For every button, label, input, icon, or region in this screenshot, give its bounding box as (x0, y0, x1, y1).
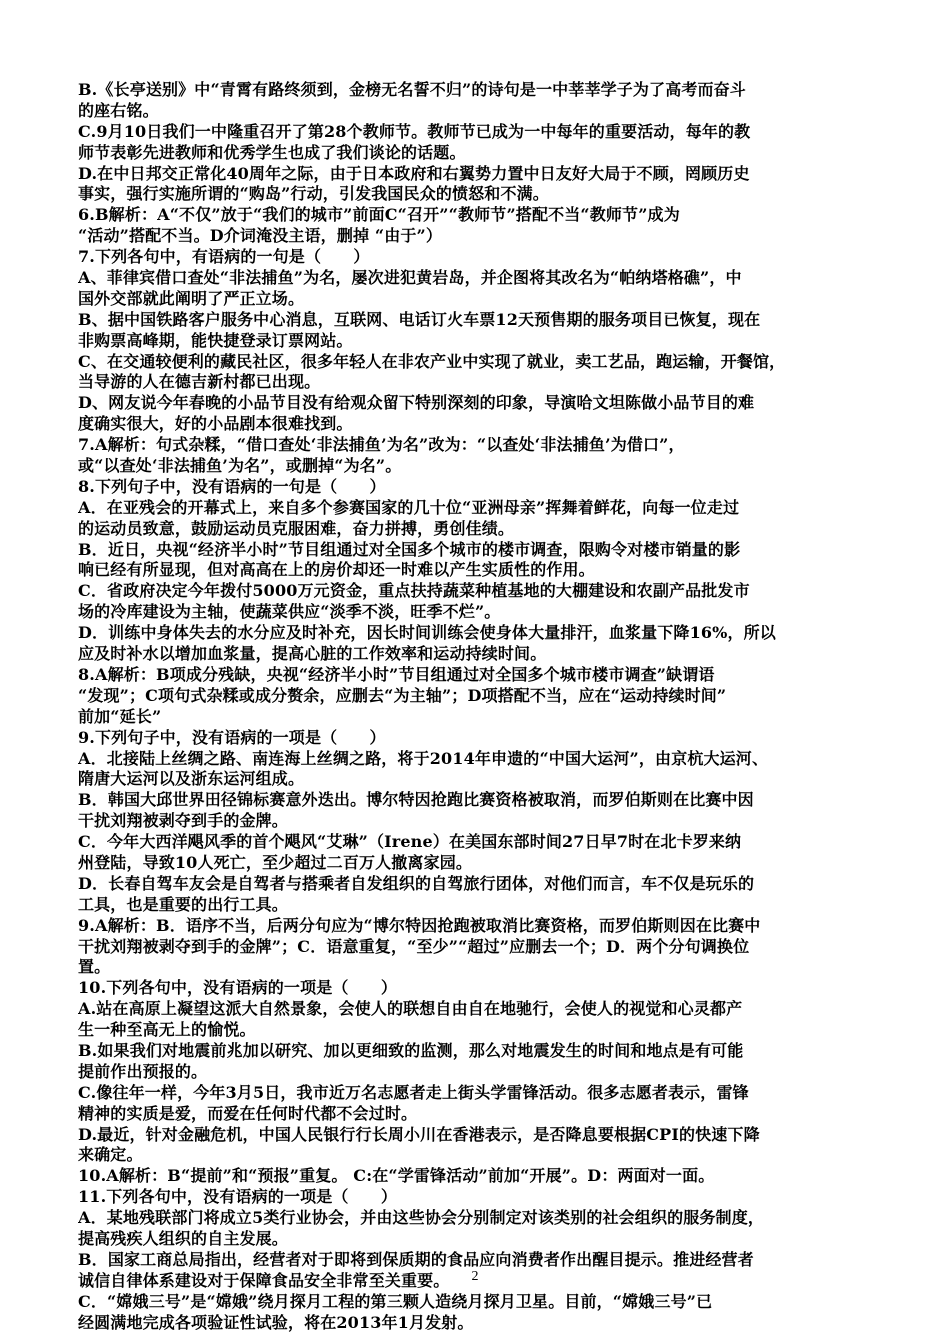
text-line: 事实，强行实施所谓的“购岛”行动，引发我国民众的愤怒和不满。 (78, 184, 549, 204)
text-line: 的运动员致意，鼓励运动员克服困难，奋力拼搏，勇创佳绩。 (78, 518, 515, 538)
text-line: 9.A解析：B．语序不当，后两分句应为“博尔特因抢跑被取消比赛资格，而罗伯斯则因在比赛中 (78, 915, 761, 935)
text-line: 州登陆，导致10人死亡，至少超过二百万人撤离家园。 (78, 852, 473, 872)
text-line: 非购票高峰期，能快捷登录订票网站。 (78, 330, 353, 350)
text-line: 来确定。 (78, 1145, 143, 1165)
text-line: “活动”搭配不当。D介词淹没主语，删掉 “由于”） (78, 226, 443, 246)
text-line: A．北接陆上丝绸之路、南连海上丝绸之路，将于2014年申遗的“中国大运河”，由京杭大运河、 (78, 748, 769, 768)
text-line: 度确实很大，好的小品剧本很难找到。 (78, 414, 353, 434)
text-line: 7.下列各句中，有语病的一句是（ ） (78, 247, 370, 267)
text-line: C．省政府决定今年拨付5000万元资金，重点扶持蔬菜种植基地的大棚建设和农副产品批发市 (78, 581, 750, 601)
text-line: 场的冷库建设为主轴，使蔬菜供应“淡季不淡，旺季不烂”。 (78, 602, 501, 622)
text-line: 8.下列句子中，没有语病的一句是（ ） (78, 476, 386, 496)
text-line: C．“嫦娥三号”是“嫦娥”绕月探月工程的第三颗人造绕月探月卫星。目前，“嫦娥三号”已 (78, 1291, 713, 1311)
text-line: D．训练中身体失去的水分应及时补充，因长时间训练会使身体大量排汗，血浆量下降16%，所以 (78, 623, 776, 643)
text-line: 响已经有所显现，但对高高在上的房价却还一时难以产生实质性的作用。 (78, 560, 595, 580)
text-line: 11.下列各句中，没有语病的一项是（ ） (78, 1187, 397, 1207)
text-line: 干扰刘翔被剥夺到手的金牌。 (78, 811, 288, 831)
text-line: 7.A解析：句式杂糅，“借口查处‘非法捕鱼’为名”改为：“以查处‘非法捕鱼’为借口”， (78, 435, 685, 455)
text-line: “发现”；C项句式杂糅或成分赘余，应删去“为主轴”；D项搭配不当，应在“运动持续时间” (78, 685, 727, 705)
text-line: B．韩国大邱世界田径锦标赛意外迭出。博尔特因抢跑比赛资格被取消，而罗伯斯则在比赛中因 (78, 790, 754, 810)
text-line: A.站在高原上凝望这派大自然景象，会使人的联想自由自在地驰行，会使人的视觉和心灵都产 (78, 999, 743, 1019)
text-line: 生一种至高无上的愉悦。 (78, 1020, 256, 1040)
text-line: 8.A解析：B项成分残缺，央视“经济半小时”节目组通过对全国多个城市楼市调查”缺谓语 (78, 664, 715, 684)
text-line: 10.A解析：B“提前”和“预报”重复。 C:在“学雷锋活动”前加“开展”。D：两面对一面。 (78, 1166, 715, 1186)
text-line: 精神的实质是爱，而爱在任何时代都不会过时。 (78, 1103, 418, 1123)
text-line: C、在交通较便利的藏民社区，很多年轻人在非农产业中实现了就业，卖工艺品，跑运输，开餐馆， (78, 351, 786, 371)
text-line: B.《长亭送别》中“青霄有路终须到，金榜无名誓不归”的诗句是一中莘莘学子为了高考而奋斗 (78, 80, 746, 99)
text-line: B．国家工商总局指出，经营者对于即将到保质期的食品应向消费者作出醒目提示。推进经营者 (78, 1249, 754, 1269)
text-line: 应及时补水以增加血浆量，提高心脏的工作效率和运动持续时间。 (78, 644, 547, 664)
text-line: 国外交部就此阐明了严正立场。 (78, 288, 305, 308)
text-line: 师节表彰先进教师和优秀学生也成了我们谈论的话题。 (78, 142, 466, 162)
text-line: D．长春自驾车友会是自驾者与搭乘者自发组织的自驾旅行团体，对他们而言，车不仅是玩乐的 (78, 873, 755, 893)
text-line: C.像往年一样，今年3月5日，我市近万名志愿者走上街头学雷锋活动。很多志愿者表示，雷锋 (78, 1082, 749, 1102)
text-line: D.在中日邦交正常化40周年之际，由于日本政府和右翼势力置中日友好大局于不顾，罔顾历史 (78, 163, 750, 183)
text-line: 干扰刘翔被剥夺到手的金牌”；C．语意重复，“至少”“超过”应删去一个；D．两个分句调换位 (78, 936, 750, 956)
text-line: 10.下列各句中，没有语病的一项是（ ） (78, 978, 397, 998)
text-line: 9.下列句子中，没有语病的一项是（ ） (78, 727, 386, 747)
text-line: 当导游的人在德吉新村都已出现。 (78, 372, 321, 392)
text-line: B.如果我们对地震前兆加以研究、加以更细致的监测，那么对地震发生的时间和地点是有可能 (78, 1040, 744, 1060)
text-line: A、菲律宾借口查处“非法捕鱼”为名，屡次进犯黄岩岛，并企图将其改名为“帕纳塔格礁”，中 (78, 268, 742, 288)
text-line: 隋唐大运河以及浙东运河组成。 (78, 769, 305, 789)
text-line: 前加“延长” (78, 706, 162, 726)
text-line: 置。 (78, 957, 111, 977)
text-line: 或“以查处‘非法捕鱼’为名”，或删掉“为名”。 (78, 456, 402, 476)
text-line: 经圆满地完成各项验证性试验，将在2013年1月发射。 (78, 1312, 474, 1332)
text-line: D.最近，针对金融危机，中国人民银行行长周小川在香港表示，是否降息要根据CPI的快速下降 (78, 1124, 760, 1144)
text-line: 6.B解析：A“不仅”放于“我们的城市”前面C“召开”“教师节”搭配不当“教师节”成为 (78, 205, 680, 225)
text-line: 工具，也是重要的出行工具。 (78, 894, 288, 914)
text-line: 的座右铭。 (78, 100, 159, 120)
text-line: 诚信自律体系建设对于保障食品安全非常至关重要。 (78, 1270, 450, 1290)
text-line: 提高残疾人组织的自主发展。 (78, 1228, 288, 1248)
document-body (78, 80, 878, 1333)
text-line: C.9月10日我们一中隆重召开了第28个教师节。教师节已成为一中每年的重要活动，每年的教 (78, 121, 751, 141)
text-line: B．近日，央视“经济半小时”节目组通过对全国多个城市的楼市调查，限购令对楼市销量的影 (78, 539, 741, 559)
text-line: A．在亚残会的开幕式上，来自多个参赛国家的几十位“亚洲母亲”挥舞着鲜花，向每一位走过 (78, 497, 740, 517)
text-line: C．今年大西洋飓风季的首个飓风“艾琳”（Irene）在美国东部时间27日早7时在北卡罗来纳 (78, 832, 742, 852)
text-line: A．某地残联部门将成立5类行业协会，并由这些协会分别制定对该类别的社会组织的服务制度， (78, 1208, 764, 1228)
page-number: 2 (471, 1269, 479, 1284)
text-line: D、网友说今年春晚的小品节目没有给观众留下特别深刻的印象，导演哈文坦陈做小品节目的难 (78, 393, 755, 413)
text-line: B、据中国铁路客户服务中心消息，互联网、电话订火车票12天预售期的服务项目已恢复，现在 (78, 309, 761, 329)
text-line: 提前作出预报的。 (78, 1061, 208, 1081)
